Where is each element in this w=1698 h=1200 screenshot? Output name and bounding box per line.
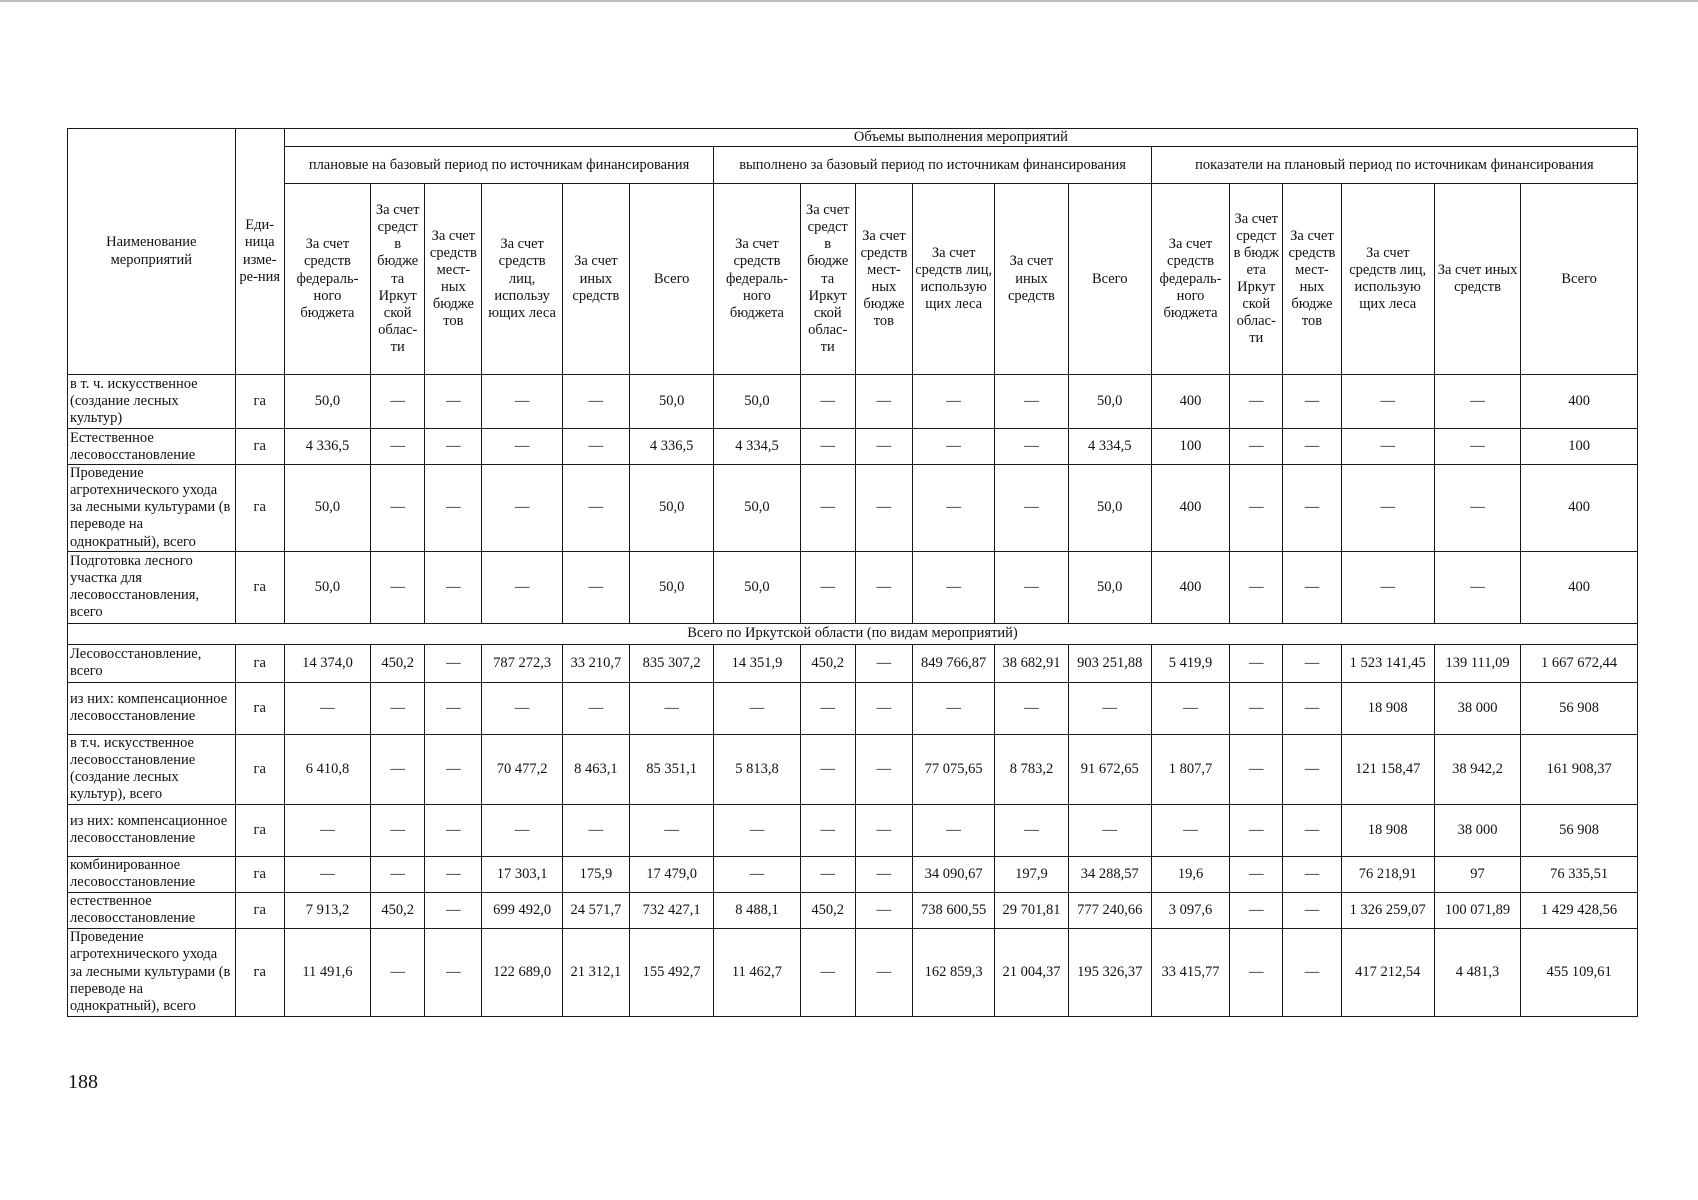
value-cell: 400 xyxy=(1521,465,1638,552)
row-unit-cell: га xyxy=(235,804,284,856)
header-subcol: За счет средст в бюдж ета Иркут ской облас-ти xyxy=(1230,184,1283,375)
row-unit-cell: га xyxy=(235,928,284,1016)
value-cell: 4 336,5 xyxy=(630,429,714,465)
value-cell: — xyxy=(855,804,912,856)
value-cell: — xyxy=(425,928,482,1016)
value-cell: — xyxy=(995,804,1068,856)
header-top-group: Объемы выполнения мероприятий xyxy=(284,129,1637,147)
value-cell: — xyxy=(425,375,482,429)
table-row xyxy=(68,804,1638,856)
value-cell: — xyxy=(855,465,912,552)
value-cell: 835 307,2 xyxy=(630,644,714,682)
value-cell: — xyxy=(800,429,855,465)
value-cell: — xyxy=(1068,804,1151,856)
header-subcol: Всего xyxy=(630,184,714,375)
value-cell: 50,0 xyxy=(714,375,800,429)
value-cell: — xyxy=(800,804,855,856)
value-cell: — xyxy=(1283,928,1341,1016)
value-cell: — xyxy=(800,856,855,892)
table-body-after xyxy=(68,644,1638,1016)
header-subcol: За счет иных средств xyxy=(562,184,629,375)
row-name-cell: Подготовка лесного участка для лесовосстановления, всего xyxy=(68,551,236,623)
value-cell: — xyxy=(425,734,482,804)
row-name-cell: Проведение агротехнического ухода за лесными культурами (в переводе на однократный), всего xyxy=(68,465,236,552)
value-cell: — xyxy=(1283,644,1341,682)
value-cell: 4 336,5 xyxy=(284,429,370,465)
value-cell: 1 326 259,07 xyxy=(1341,892,1434,928)
value-cell: 76 335,51 xyxy=(1521,856,1638,892)
value-cell: — xyxy=(1283,551,1341,623)
value-cell: 849 766,87 xyxy=(913,644,995,682)
header-subcol: За счет средств мест-ных бюдже тов xyxy=(425,184,482,375)
value-cell: 121 158,47 xyxy=(1341,734,1434,804)
value-cell: — xyxy=(995,465,1068,552)
value-cell: — xyxy=(1230,429,1283,465)
value-cell: — xyxy=(425,682,482,734)
value-cell: — xyxy=(1341,375,1434,429)
row-name-cell: Лесовосстановление, всего xyxy=(68,644,236,682)
value-cell: 738 600,55 xyxy=(913,892,995,928)
value-cell: 5 419,9 xyxy=(1151,644,1229,682)
row-name-cell: в т. ч. искусственное (создание лесных культур) xyxy=(68,375,236,429)
value-cell: — xyxy=(562,465,629,552)
value-cell: — xyxy=(371,856,425,892)
header-unit-col: Еди-ница изме-ре-ния xyxy=(235,129,284,375)
row-name-cell: Естественное лесовосстановление xyxy=(68,429,236,465)
value-cell: 56 908 xyxy=(1521,682,1638,734)
value-cell: 450,2 xyxy=(800,644,855,682)
value-cell: 139 111,09 xyxy=(1434,644,1520,682)
value-cell: — xyxy=(855,734,912,804)
value-cell: 24 571,7 xyxy=(562,892,629,928)
value-cell: 18 908 xyxy=(1341,804,1434,856)
value-cell: 197,9 xyxy=(995,856,1068,892)
value-cell: — xyxy=(1283,375,1341,429)
table-row xyxy=(68,734,1638,804)
header-subcol: За счет средств федераль-ного бюджета xyxy=(714,184,800,375)
value-cell: — xyxy=(482,551,562,623)
value-cell: — xyxy=(425,804,482,856)
header-row-groups xyxy=(68,147,1638,184)
row-unit-cell: га xyxy=(235,644,284,682)
table-body-before xyxy=(68,375,1638,624)
row-name-cell: из них: компенсационное лесовосстановление xyxy=(68,804,236,856)
value-cell: 38 000 xyxy=(1434,682,1520,734)
value-cell: — xyxy=(1230,465,1283,552)
table-row xyxy=(68,465,1638,552)
header-subcol: Всего xyxy=(1521,184,1638,375)
value-cell: — xyxy=(482,804,562,856)
value-cell: — xyxy=(913,551,995,623)
value-cell: — xyxy=(425,465,482,552)
header-subcol: За счет средст в бюдже та Иркут ской облас-ти xyxy=(800,184,855,375)
header-group-forecast: показатели на плановый период по источникам финансирования xyxy=(1151,147,1637,184)
value-cell: — xyxy=(284,856,370,892)
table-row xyxy=(68,644,1638,682)
value-cell: 70 477,2 xyxy=(482,734,562,804)
value-cell: 400 xyxy=(1521,375,1638,429)
value-cell: 3 097,6 xyxy=(1151,892,1229,928)
header-subcol: За счет средств лиц, использую щих леса xyxy=(1341,184,1434,375)
value-cell: 8 488,1 xyxy=(714,892,800,928)
table-row xyxy=(68,682,1638,734)
row-name-cell: в т.ч. искусственное лесовосстановление (создание лесных культур), всего xyxy=(68,734,236,804)
value-cell: — xyxy=(995,375,1068,429)
value-cell: 699 492,0 xyxy=(482,892,562,928)
measures-table xyxy=(67,128,1638,1017)
value-cell: — xyxy=(800,928,855,1016)
header-subcol: За счет средств федераль-ного бюджета xyxy=(1151,184,1229,375)
value-cell: — xyxy=(1151,682,1229,734)
value-cell: — xyxy=(1230,375,1283,429)
value-cell: — xyxy=(855,551,912,623)
value-cell: 50,0 xyxy=(630,375,714,429)
table-row xyxy=(68,928,1638,1016)
value-cell: 100 071,89 xyxy=(1434,892,1520,928)
value-cell: 1 523 141,45 xyxy=(1341,644,1434,682)
value-cell: 38 942,2 xyxy=(1434,734,1520,804)
value-cell: — xyxy=(630,804,714,856)
value-cell: — xyxy=(913,682,995,734)
table-row xyxy=(68,551,1638,623)
value-cell: 777 240,66 xyxy=(1068,892,1151,928)
value-cell: 85 351,1 xyxy=(630,734,714,804)
value-cell: 18 908 xyxy=(1341,682,1434,734)
value-cell: 903 251,88 xyxy=(1068,644,1151,682)
value-cell: 400 xyxy=(1151,551,1229,623)
value-cell: — xyxy=(1434,465,1520,552)
value-cell: 8 783,2 xyxy=(995,734,1068,804)
value-cell: 175,9 xyxy=(562,856,629,892)
table-row xyxy=(68,856,1638,892)
value-cell: — xyxy=(1230,892,1283,928)
header-subcol: За счет средств федераль-ного бюджета xyxy=(284,184,370,375)
header-group-planned: плановые на базовый период по источникам финансирования xyxy=(284,147,714,184)
value-cell: — xyxy=(855,644,912,682)
document-page xyxy=(67,128,1638,1017)
scan-edge-line xyxy=(0,0,1698,2)
section-row xyxy=(68,623,1638,644)
value-cell: 34 090,67 xyxy=(913,856,995,892)
header-subcol: За счет иных средств xyxy=(1434,184,1520,375)
row-name-cell: естественное лесовосстановление xyxy=(68,892,236,928)
value-cell: — xyxy=(1434,375,1520,429)
value-cell: — xyxy=(800,734,855,804)
value-cell: — xyxy=(371,551,425,623)
value-cell: — xyxy=(1230,734,1283,804)
value-cell: — xyxy=(284,682,370,734)
value-cell: — xyxy=(855,682,912,734)
value-cell: — xyxy=(482,375,562,429)
row-name-cell: Проведение агротехнического ухода за лесными культурами (в переводе на однократный), всего xyxy=(68,928,236,1016)
value-cell: — xyxy=(855,928,912,1016)
value-cell: 5 813,8 xyxy=(714,734,800,804)
value-cell: 50,0 xyxy=(1068,375,1151,429)
value-cell: — xyxy=(855,892,912,928)
value-cell: — xyxy=(800,465,855,552)
value-cell: — xyxy=(1283,804,1341,856)
value-cell: 77 075,65 xyxy=(913,734,995,804)
value-cell: 11 462,7 xyxy=(714,928,800,1016)
value-cell: 34 288,57 xyxy=(1068,856,1151,892)
value-cell: 14 374,0 xyxy=(284,644,370,682)
value-cell: — xyxy=(1151,804,1229,856)
value-cell: 8 463,1 xyxy=(562,734,629,804)
value-cell: — xyxy=(855,375,912,429)
header-subcol: За счет средств лиц, использую щих леса xyxy=(913,184,995,375)
value-cell: — xyxy=(714,804,800,856)
value-cell: — xyxy=(425,429,482,465)
value-cell: — xyxy=(855,856,912,892)
value-cell: 50,0 xyxy=(630,551,714,623)
value-cell: 38 682,91 xyxy=(995,644,1068,682)
value-cell: 50,0 xyxy=(284,551,370,623)
value-cell: — xyxy=(284,804,370,856)
value-cell: 33 415,77 xyxy=(1151,928,1229,1016)
value-cell: 38 000 xyxy=(1434,804,1520,856)
header-subcol: За счет средст в бюдже та Иркут ской облас-ти xyxy=(371,184,425,375)
value-cell: — xyxy=(1230,644,1283,682)
value-cell: 7 913,2 xyxy=(284,892,370,928)
value-cell: 29 701,81 xyxy=(995,892,1068,928)
table-row xyxy=(68,429,1638,465)
value-cell: — xyxy=(1341,551,1434,623)
value-cell: — xyxy=(562,429,629,465)
row-unit-cell: га xyxy=(235,465,284,552)
header-subcol: Всего xyxy=(1068,184,1151,375)
value-cell: 4 481,3 xyxy=(1434,928,1520,1016)
value-cell: — xyxy=(1230,928,1283,1016)
value-cell: — xyxy=(714,682,800,734)
value-cell: — xyxy=(995,551,1068,623)
value-cell: — xyxy=(1283,465,1341,552)
value-cell: 56 908 xyxy=(1521,804,1638,856)
value-cell: 100 xyxy=(1521,429,1638,465)
value-cell: 76 218,91 xyxy=(1341,856,1434,892)
page-number: 188 xyxy=(68,1071,98,1093)
value-cell: — xyxy=(1434,551,1520,623)
value-cell: — xyxy=(1283,856,1341,892)
value-cell: — xyxy=(562,375,629,429)
value-cell: — xyxy=(995,682,1068,734)
value-cell: — xyxy=(630,682,714,734)
value-cell: — xyxy=(371,375,425,429)
value-cell: 455 109,61 xyxy=(1521,928,1638,1016)
value-cell: 50,0 xyxy=(714,465,800,552)
value-cell: — xyxy=(855,429,912,465)
value-cell: — xyxy=(482,682,562,734)
header-name-col: Наименование мероприятий xyxy=(68,129,236,375)
value-cell: 450,2 xyxy=(371,892,425,928)
header-group-done: выполнено за базовый период по источникам финансирования xyxy=(714,147,1152,184)
value-cell: 91 672,65 xyxy=(1068,734,1151,804)
row-name-cell: из них: компенсационное лесовосстановление xyxy=(68,682,236,734)
header-subcol: За счет средств лиц, использу ющих леса xyxy=(482,184,562,375)
value-cell: — xyxy=(1230,856,1283,892)
value-cell: — xyxy=(1230,682,1283,734)
value-cell: 1 667 672,44 xyxy=(1521,644,1638,682)
value-cell: 6 410,8 xyxy=(284,734,370,804)
value-cell: — xyxy=(371,928,425,1016)
value-cell: 14 351,9 xyxy=(714,644,800,682)
value-cell: — xyxy=(562,682,629,734)
table-section-header xyxy=(68,623,1638,644)
value-cell: 21 312,1 xyxy=(562,928,629,1016)
value-cell: 162 859,3 xyxy=(913,928,995,1016)
value-cell: — xyxy=(1283,892,1341,928)
value-cell: — xyxy=(913,804,995,856)
value-cell: — xyxy=(1341,465,1434,552)
value-cell: 19,6 xyxy=(1151,856,1229,892)
value-cell: 100 xyxy=(1151,429,1229,465)
value-cell: 11 491,6 xyxy=(284,928,370,1016)
value-cell: 787 272,3 xyxy=(482,644,562,682)
value-cell: 50,0 xyxy=(630,465,714,552)
value-cell: 1 807,7 xyxy=(1151,734,1229,804)
value-cell: 50,0 xyxy=(1068,465,1151,552)
value-cell: — xyxy=(562,551,629,623)
value-cell: — xyxy=(371,804,425,856)
header-row-subcols xyxy=(68,184,1638,375)
value-cell: 450,2 xyxy=(371,644,425,682)
value-cell: 97 xyxy=(1434,856,1520,892)
value-cell: — xyxy=(425,644,482,682)
value-cell: 4 334,5 xyxy=(714,429,800,465)
value-cell: — xyxy=(800,682,855,734)
value-cell: — xyxy=(1283,429,1341,465)
row-unit-cell: га xyxy=(235,429,284,465)
value-cell: 1 429 428,56 xyxy=(1521,892,1638,928)
value-cell: 122 689,0 xyxy=(482,928,562,1016)
value-cell: 161 908,37 xyxy=(1521,734,1638,804)
value-cell: 50,0 xyxy=(284,375,370,429)
row-unit-cell: га xyxy=(235,892,284,928)
value-cell: 400 xyxy=(1521,551,1638,623)
value-cell: 17 303,1 xyxy=(482,856,562,892)
value-cell: — xyxy=(995,429,1068,465)
value-cell: — xyxy=(1341,429,1434,465)
row-name-cell: комбинированное лесовосстановление xyxy=(68,856,236,892)
value-cell: 21 004,37 xyxy=(995,928,1068,1016)
value-cell: 4 334,5 xyxy=(1068,429,1151,465)
value-cell: 33 210,7 xyxy=(562,644,629,682)
value-cell: — xyxy=(1230,551,1283,623)
row-unit-cell: га xyxy=(235,375,284,429)
value-cell: 50,0 xyxy=(714,551,800,623)
value-cell: — xyxy=(371,429,425,465)
value-cell: — xyxy=(800,551,855,623)
value-cell: 400 xyxy=(1151,375,1229,429)
value-cell: — xyxy=(1068,682,1151,734)
value-cell: — xyxy=(371,465,425,552)
value-cell: 155 492,7 xyxy=(630,928,714,1016)
value-cell: 417 212,54 xyxy=(1341,928,1434,1016)
value-cell: — xyxy=(913,465,995,552)
value-cell: 50,0 xyxy=(284,465,370,552)
value-cell: — xyxy=(1283,734,1341,804)
value-cell: — xyxy=(800,375,855,429)
row-unit-cell: га xyxy=(235,682,284,734)
value-cell: 50,0 xyxy=(1068,551,1151,623)
table-row xyxy=(68,892,1638,928)
value-cell: — xyxy=(482,465,562,552)
value-cell: — xyxy=(913,429,995,465)
header-row-top xyxy=(68,129,1638,147)
value-cell: — xyxy=(482,429,562,465)
value-cell: — xyxy=(562,804,629,856)
value-cell: 400 xyxy=(1151,465,1229,552)
value-cell: 195 326,37 xyxy=(1068,928,1151,1016)
value-cell: — xyxy=(425,551,482,623)
value-cell: — xyxy=(714,856,800,892)
value-cell: — xyxy=(1230,804,1283,856)
value-cell: — xyxy=(371,734,425,804)
value-cell: 732 427,1 xyxy=(630,892,714,928)
row-unit-cell: га xyxy=(235,856,284,892)
value-cell: — xyxy=(425,892,482,928)
value-cell: — xyxy=(425,856,482,892)
value-cell: — xyxy=(913,375,995,429)
value-cell: 17 479,0 xyxy=(630,856,714,892)
header-subcol: За счет иных средств xyxy=(995,184,1068,375)
table-row xyxy=(68,375,1638,429)
value-cell: — xyxy=(371,682,425,734)
value-cell: — xyxy=(1434,429,1520,465)
value-cell: 450,2 xyxy=(800,892,855,928)
value-cell: — xyxy=(1283,682,1341,734)
section-title: Всего по Иркутской области (по видам мероприятий) xyxy=(68,623,1638,644)
header-subcol: За счет средств мест-ных бюдже тов xyxy=(1283,184,1341,375)
row-unit-cell: га xyxy=(235,734,284,804)
header-subcol: За счет средств мест-ных бюдже тов xyxy=(855,184,912,375)
row-unit-cell: га xyxy=(235,551,284,623)
